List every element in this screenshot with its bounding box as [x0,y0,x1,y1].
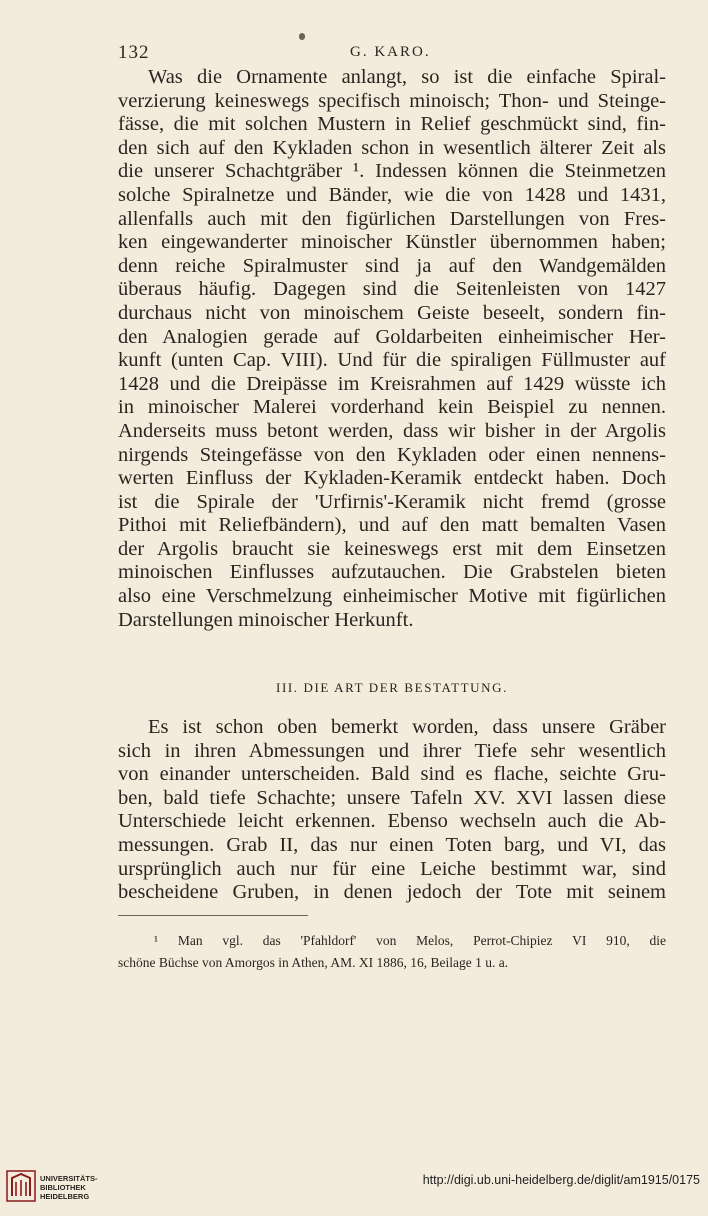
text-line: also eine Verschmelzung einheimischer Motive mit figürlichen [118,585,666,608]
text-line: Anderseits muss betont werden, dass wir bisher in der Argolis [118,419,666,442]
text-line: durchaus nicht von minoischem Geiste beseelt, sondern fin- [118,301,666,324]
text-line: Es ist schon oben bemerkt worden, dass unsere Gräber [148,716,666,738]
library-logo-icon [6,1170,36,1202]
text-line: von einander unterscheiden. Bald sind es flache, seichte Gru- [118,763,666,786]
text-line: Darstellungen minoischer Herkunft. [118,608,414,631]
text-line: den sich auf den Kykladen schon in wesentlich älterer Zeit als [118,136,666,159]
text-line: ben, bald tiefe Schachte; unsere Tafeln XV. XVI lassen diese [118,786,666,809]
footnote-divider [118,915,308,916]
text-line: ursprünglich auch nur für eine Leiche bestimmt war, sind [118,857,666,880]
text-line: werten Einfluss der Kykladen-Keramik entdeckt haben. Doch [118,467,666,490]
text-line: Pithoi mit Reliefbändern), und auf den matt bemalten Vasen [118,514,666,537]
paragraph-burial [118,716,666,905]
text-line: Was die Ornamente anlangt, so ist die einfache Spiral- [148,66,666,88]
text-line: allenfalls auch mit den figürlichen Darstellungen von Fres- [118,207,666,230]
source-url[interactable]: http://digi.ub.uni-heidelberg.de/diglit/am1915/0175 [422,1173,700,1187]
text-line: 1428 und die Dreipässe im Kreisrahmen auf 1429 wüsste ich [118,372,666,395]
running-title: G. KARO. [350,44,431,60]
footnote-line: schöne Büchse von Amorgos in Athen, AM. XI 1886, 16, Beilage 1 u. a. [118,955,509,970]
text-line: ken eingewanderter minoischer Künstler übernommen haben; [118,231,666,254]
text-line: überaus häufig. Dagegen sind die Seitenleisten von 1427 [118,278,666,301]
text-line: denn reiche Spiralmuster sind ja auf den Wandgemälden [118,254,666,277]
ink-speck [299,33,305,40]
library-name-line: UNIVERSITÄTS- [40,1174,98,1183]
text-line: den Analogien gerade auf Goldarbeiten einheimischer Her- [118,325,666,348]
page-footer [0,1166,708,1206]
footnote-line: ¹ Man vgl. das 'Pfahldorf' von Melos, Perrot-Chipiez VI 910, die [154,933,666,948]
library-name-line: BIBLIOTHEK [40,1183,86,1192]
text-line: nirgends Steingefässe von den Kykladen oder einen nennens- [118,443,666,466]
paragraph-ornaments [118,66,666,632]
text-line: sich in ihren Abmessungen und ihrer Tiefe sehr wesentlich [118,739,666,762]
text-line: bescheidene Gruben, in denen jedoch der Tote mit seinem [118,881,666,904]
text-line: Unterschiede leicht erkennen. Ebenso wechseln auch die Ab- [118,810,666,833]
text-line: solche Spiralnetze und Bänder, wie die von 1428 und 1431, [118,183,666,206]
text-line: kunft (unten Cap. VIII). Und für die spiraligen Füllmuster auf [118,349,666,372]
text-line: minoischen Einflusses aufzutauchen. Die Grabstelen bieten [118,561,666,584]
library-name [40,1174,98,1201]
text-line: verzierung keineswegs specifisch minoisch; Thon- und Steinge- [118,89,666,112]
text-line: die unserer Schachtgräber ¹. Indessen können die Steinmetzen [118,160,666,183]
section-heading: III. DIE ART DER BESTATTUNG. [276,680,508,695]
text-line: der Argolis braucht sie keineswegs erst mit dem Einsetzen [118,537,666,560]
text-line: ist die Spirale der 'Urfirnis'-Keramik nicht fremd (grosse [118,490,666,513]
footnotes [118,930,666,974]
page-number: 132 [118,42,150,63]
text-line: in minoischer Malerei vorderhand kein Beispiel zu nennen. [118,396,666,419]
library-name-line: HEIDELBERG [40,1192,90,1201]
text-line: messungen. Grab II, das nur einen Toten barg, und VI, das [118,833,666,856]
text-line: fässe, die mit solchen Mustern in Relief geschmückt sind, fin- [118,113,666,136]
